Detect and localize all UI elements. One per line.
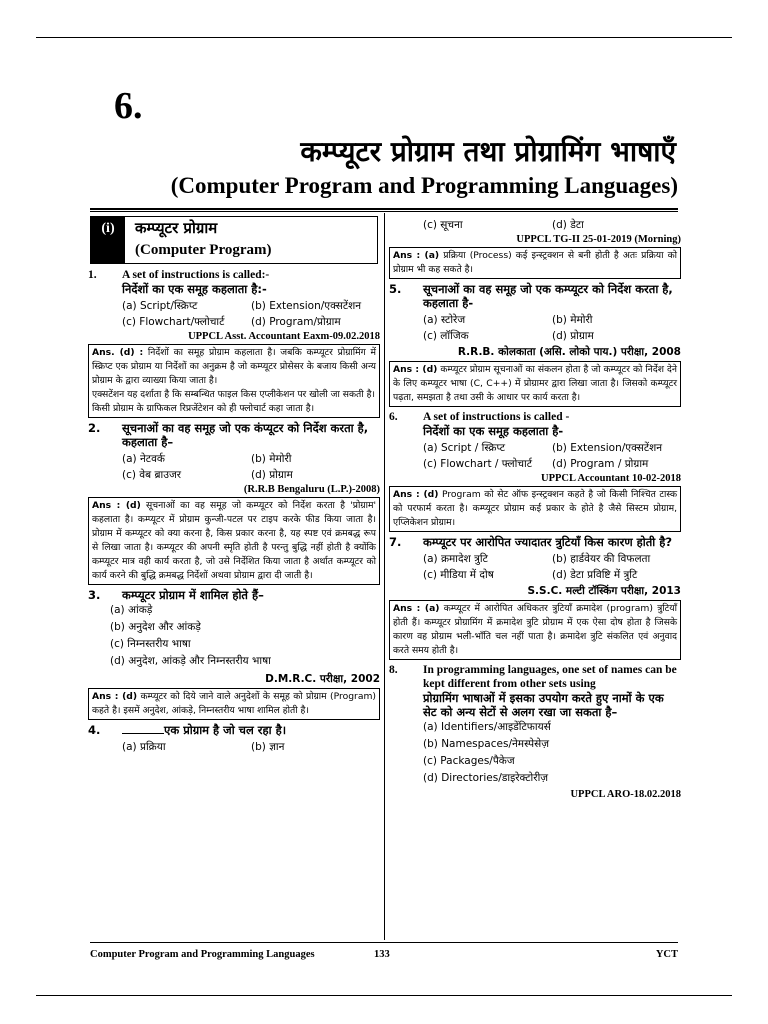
question-text: कम्प्यूटर पर आरोपित ज्यादातर त्रुटियाँ किस कारण होती है? xyxy=(423,535,673,549)
options-3 xyxy=(88,602,380,670)
answer-box-4 xyxy=(389,247,681,279)
section-number: (i) xyxy=(91,217,125,263)
option-c: (c) लॉजिक xyxy=(423,330,469,342)
option-b: (b) मेमोरी xyxy=(251,453,292,465)
answer-text: किसी प्रोग्राम के ग्राफिकल रिप्रजेंटेशन को ही फ्लोचार्ट कहा जाता है। xyxy=(92,403,315,414)
question-number: 3. xyxy=(88,588,101,602)
page-number: 133 xyxy=(374,949,390,960)
options-6 xyxy=(389,441,681,471)
question-number: 7. xyxy=(389,535,402,549)
question-text: एक प्रोग्राम है जो चल रहा है। xyxy=(164,723,287,737)
option-b: (b) Extension/एक्सटेंशन xyxy=(251,300,362,312)
answer-box-3 xyxy=(88,688,380,720)
answer-text: सूचनाओं का वह समूह जो कम्प्यूटर को निर्देश करता है 'प्रोग्राम' कहलाता है। कम्प्यूटर में प्रोग्राम कुन्जी-पटल पर टाइप करके फीड किया जाता है। प्रोग्राम में कम्प्यूटर को क्या करना है, किस प्रकार करना है, यह स्पष्ट एवं क्रमबद्ध रूप से लिखा जाता है। कम्प्यूटर की अपनी स्मृति होती है परन्तु बुद्धि नहीं होती है क्योंकि कम्प्यूटर मात्र वही कार्य करता है, जो उसे निर्देशित किया जाता है अर्थात कम्प्यूटर को कार्य करने की बुद्धि क्रमबद्ध निर्देशों अथवा प्रोग्राम द्वारा दी जाती है। xyxy=(92,500,376,581)
answer-text: निर्देशों का समूह प्रोग्राम कहलाता है। जबकि कम्प्यूटर प्रोग्रामिंग में स्क्रिप्ट एक प्रोग्राम या निर्देशों का अनुक्रम है जो कम्प्यूटर प्रोसेसर के बजाय किसी अन्य प्रोग्राम के द्वारा व्याख्या किया जाता है। xyxy=(92,347,377,386)
source: R.R.B. कोलकाता (असि. लोको पाय.) परीक्षा, 2008 xyxy=(457,346,681,358)
option-a: (a) Identifiers/आइडेंटिफायर्स xyxy=(423,721,551,733)
option-b: (b) हार्डवेयर की विफलता xyxy=(552,553,651,565)
source: S.S.C. मल्टी टॉस्किंग परीक्षा, 2013 xyxy=(527,585,681,597)
answer-label: Ans : (d) xyxy=(92,691,138,702)
answer-text: प्रक्रिया (Process) कई इन्स्ट्रक्शन से बनी होती है अतः प्रक्रिया को प्रोग्राम भी कह सकते है। xyxy=(393,250,678,275)
question-text-hi: प्रोग्रामिंग भाषाओं में इसका उपयोग करते हुए नामों के एक सेट को अन्य सेटों से अलग रखा जा सकता है– xyxy=(423,691,664,719)
answer-box-7 xyxy=(389,600,681,660)
question-text-en: A set of instructions is called - xyxy=(423,411,570,423)
option-d: (d) Program/प्रोग्राम xyxy=(251,316,341,328)
section-title-english: (Computer Program) xyxy=(135,242,272,258)
answer-text: कम्प्यूटर को दिये जाने वाले अनुदेशों के समूह को प्रोग्राम (Program) कहते है। इसमें अनुदेश, आंकड़े, निम्नस्तरीय भाषा शामिल होती है। xyxy=(92,691,376,716)
option-b: (b) ज्ञान xyxy=(251,741,285,753)
source: UPPCL Asst. Accountant Eaxm-09.02.2018 xyxy=(188,331,380,342)
answer-box-1 xyxy=(88,344,380,418)
option-a: (a) नेटवर्क xyxy=(122,453,165,465)
section-title xyxy=(125,217,272,263)
answer-text: एक्सटेंशन यह दर्शाता है कि सम्बन्धित फाइल किस एप्लीकेशन पर खोली जा सकती है। xyxy=(92,389,375,400)
option-b: (b) Namespaces/नेमस्पेसेज़ xyxy=(423,738,550,750)
option-a: (a) क्रमादेश त्रुटि xyxy=(423,553,488,565)
answer-text: कम्प्यूटर में आरोपित अधिकतर त्रुटियाँ क्रमादेश (program) त्रुटियाँ होती हैं। कम्प्यूटर प्रोग्रामिंग में क्रमादेश त्रुटि प्रोग्राम में एक ऐसा दोष होता है जिसके कारण वह प्रोग्राम भली-भाँति चल नहीं पाता है। क्रमादेश त्रुटि संकलित एवं अनुवाद करते समय होती है। xyxy=(393,603,677,656)
source: UPPCL TG-II 25-01-2019 (Morning) xyxy=(516,234,681,245)
question-4 xyxy=(88,723,380,737)
option-c: (c) Flowchart/फ्लोचार्ट xyxy=(122,316,225,328)
answer-label: Ans : (a) xyxy=(393,250,440,261)
source: (R.R.B Bengaluru (L.P.)-2008) xyxy=(243,484,380,495)
question-number: 2. xyxy=(88,421,101,435)
option-a: (a) Script / स्क्रिप्ट xyxy=(423,442,506,454)
question-3 xyxy=(88,588,380,602)
chapter-title-english: (Computer Program and Programming Languages) xyxy=(170,173,678,198)
source: UPPCL Accountant 10-02-2018 xyxy=(541,473,681,484)
option-a: (a) प्रक्रिया xyxy=(122,741,166,753)
question-2 xyxy=(88,421,380,449)
option-a: (a) Script/स्क्रिप्ट xyxy=(122,300,198,312)
option-d: (d) डेटा xyxy=(552,219,584,231)
options-5 xyxy=(389,313,681,343)
option-d: (d) Directories/डाइरेक्टोरीज़ xyxy=(423,772,549,784)
option-b: (b) मेमोरी xyxy=(552,314,593,326)
question-text-en: A set of instructions is called:- xyxy=(122,269,270,281)
question-number: 5. xyxy=(389,282,402,296)
column-divider xyxy=(384,213,385,940)
left-column xyxy=(88,214,380,754)
option-b: (b) Extension/एक्सटेंशन xyxy=(552,442,663,454)
answer-box-5 xyxy=(389,361,681,407)
question-number: 6. xyxy=(389,411,398,423)
question-6 xyxy=(389,410,681,438)
answer-label: Ans. (d) : xyxy=(92,347,144,358)
answer-box-6 xyxy=(389,486,681,532)
options-1 xyxy=(88,299,380,329)
source: D.M.R.C. परीक्षा, 2002 xyxy=(265,673,380,685)
footer-rule xyxy=(90,942,678,943)
question-1 xyxy=(88,268,380,296)
option-a: (a) आंकड़े xyxy=(110,604,153,616)
right-column xyxy=(389,214,681,800)
chapter-title-hindi: कम्प्यूटर प्रोग्राम तथा प्रोग्रामिंग भाषाएँ xyxy=(300,135,676,168)
question-number: 4. xyxy=(88,723,101,737)
question-text: सूचनाओं का वह समूह जो एक कम्प्यूटर को निर्देश करता है, कहलाता है- xyxy=(423,282,673,310)
title-rule-thin xyxy=(90,211,678,212)
question-number: 8. xyxy=(389,664,398,676)
option-c: (c) Packages/पैकेज xyxy=(423,755,515,767)
footer-publisher: YCT xyxy=(655,949,678,960)
options-7 xyxy=(389,552,681,582)
option-b: (b) अनुदेश और आंकड़े xyxy=(110,621,201,633)
option-d: (d) प्रोग्राम xyxy=(552,330,594,342)
option-c: (c) वेब ब्राउजर xyxy=(122,469,182,481)
question-text-hi: निर्देशों का एक समूह कहलाता है- xyxy=(423,424,564,438)
question-text: कम्प्यूटर प्रोग्राम में शामिल होते हैं– xyxy=(122,588,264,602)
top-rule xyxy=(36,37,732,38)
question-text-en: In programming languages, one set of names can be kept different from other sets using xyxy=(423,664,677,690)
answer-label: Ans : (a) xyxy=(393,603,440,614)
option-d: (d) अनुदेश, आंकड़े और निम्नस्तरीय भाषा xyxy=(110,655,271,667)
question-8 xyxy=(389,663,681,719)
option-c: (c) निम्नस्तरीय भाषा xyxy=(110,638,191,650)
chapter-number: 6. xyxy=(114,85,143,127)
option-d: (d) Program / प्रोग्राम xyxy=(552,458,649,470)
fill-blank xyxy=(122,733,164,734)
answer-text: कम्प्यूटर प्रोग्राम सूचनाओं का संकलन होता है जो कम्प्यूटर को निर्देश देने के लिए कम्प्यूटर भाषा (C, C++) में प्रोग्रामर द्वारा लिखा जाता है। जिसको कम्प्यूटर पढ़ता, समझता है तथा उसी के आधार पर कार्य करता है। xyxy=(393,364,678,403)
footer-title: Computer Program and Programming Languages xyxy=(90,949,315,960)
answer-label: Ans : (d) xyxy=(393,489,439,500)
answer-box-2 xyxy=(88,497,380,585)
option-c: (c) Flowchart / फ्लोचार्ट xyxy=(423,458,533,470)
section-title-hindi: कम्प्यूटर प्रोग्राम xyxy=(135,219,218,237)
section-header xyxy=(90,216,378,264)
question-5 xyxy=(389,282,681,310)
title-rule xyxy=(90,208,678,210)
answer-label: Ans : (d) xyxy=(92,500,141,511)
options-2 xyxy=(88,452,380,482)
answer-label: Ans : (d) xyxy=(393,364,438,375)
source: UPPCL ARO-18.02.2018 xyxy=(570,789,681,800)
bottom-rule xyxy=(36,995,732,996)
option-d: (d) प्रोग्राम xyxy=(251,469,293,481)
options-4-cont xyxy=(389,218,681,232)
question-text-hi: निर्देशों का एक समूह कहलाता है:- xyxy=(122,282,267,296)
answer-text: Program को सेट ऑफ इन्स्ट्रक्शन कहते है जो किसी निश्चित टास्क को परफार्म करता है। कम्प्यूटर प्रोग्राम कई प्रकार के होते है जैसे सिस्टम प्रोग्राम, एप्लिकेशन प्रोग्राम। xyxy=(393,489,677,528)
question-7 xyxy=(389,535,681,549)
option-a: (a) स्टोरेज xyxy=(423,314,466,326)
option-c: (c) सूचना xyxy=(423,219,463,231)
option-d: (d) डेटा प्रविष्टि में त्रुटि xyxy=(552,569,638,581)
options-8 xyxy=(389,719,681,787)
question-number: 1. xyxy=(88,269,97,281)
option-c: (c) मीडिया में दोष xyxy=(423,569,494,581)
question-text: सूचनाओं का वह समूह जो एक कंप्यूटर को निर्देश करता है, कहलाता है– xyxy=(122,421,369,449)
options-4 xyxy=(88,740,380,754)
